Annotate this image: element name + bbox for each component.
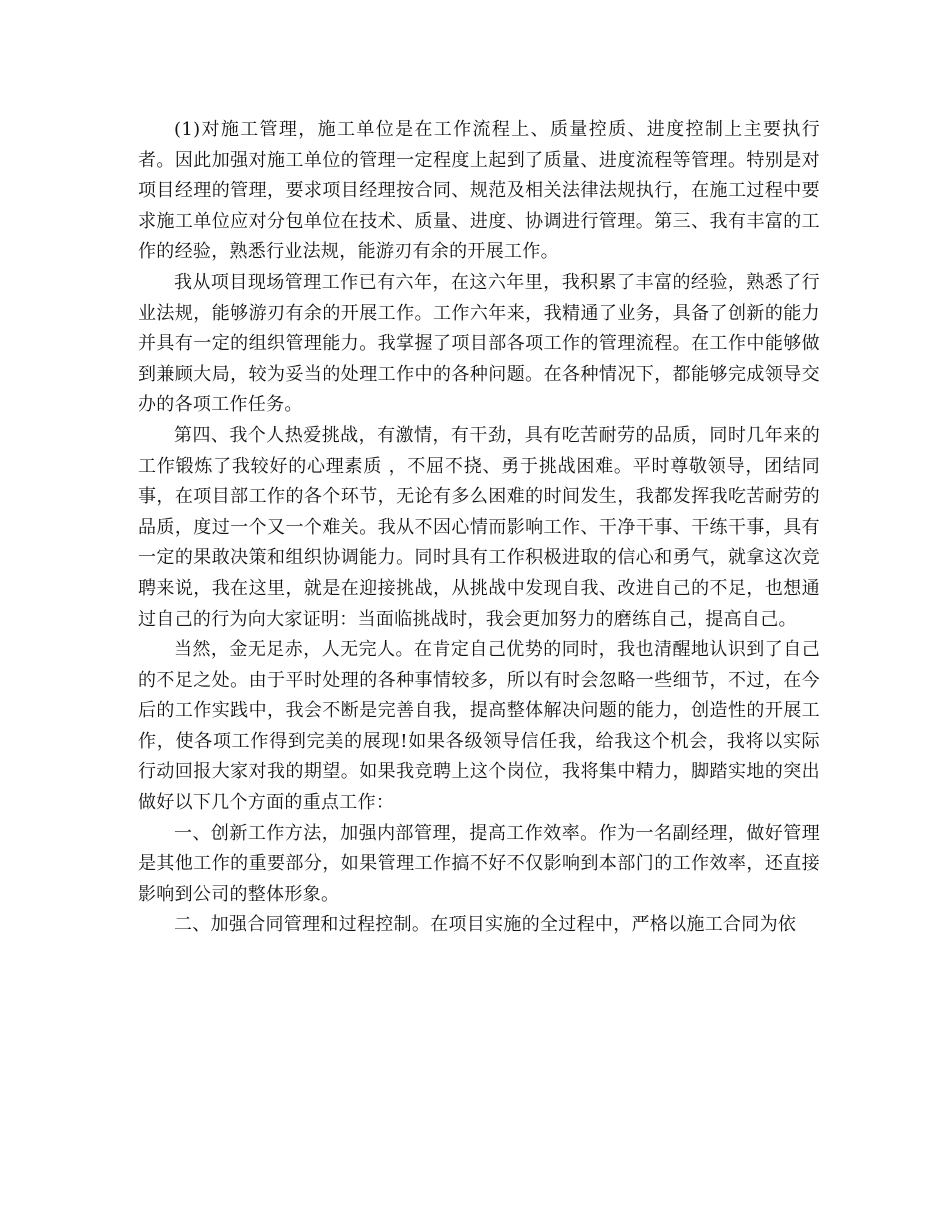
paragraph-point-one: 一、创新工作方法，加强内部管理，提高工作效率。作为一名副经理，做好管理是其他工作的重要部分，如果管理工作搞不好不仅影响到本部门的工作效率，还直接影响到公司的整体形象。 [138,822,820,905]
paragraph-fourth-challenge: 第四、我个人热爱挑战，有激情，有干劲，具有吃苦耐劳的品质，同时几年来的工作锻炼了我较好的心理素质 ，不屈不挠、勇于挑战困难。平时尊敬领导，团结同事，在项目部工作的各个环节，无论有多么困难的时间发生，我都发挥我吃苦耐劳的品质，度过一个又一个难关。我从不因心情而影响工作、干净干事、干练干事，具有一定的果敢决策和组织协调能力。同时具有工作积极进取的信心和勇气，就拿这次竞聘来说，我在这里，就是在迎接挑战，从挑战中发现自我、改进自己的不足，也想通过自己的行为向大家证明：当面临挑战时，我会更加努力的磨练自己，提高自己。 [138,424,820,630]
paragraph-shortcomings: 当然，金无足赤，人无完人。在肯定自己优势的同时，我也清醒地认识到了自己的不足之处。由于平时处理的各种事情较多，所以有时会忽略一些细节，不过，在今后的工作实践中，我会不断是完善自我，提高整体解决问题的能力，创造性的开展工作，使各项工作得到完美的展现!如果各级领导信任我，给我这个机会，我将以实际行动回报大家对我的期望。如果我竞聘上这个岗位，我将集中精力，脚踏实地的突出做好以下几个方面的重点工作： [138,639,820,814]
document-body [138,115,820,941]
paragraph-experience: 我从项目现场管理工作已有六年，在这六年里，我积累了丰富的经验，熟悉了行业法规，能够游刃有余的开展工作。工作六年来，我精通了业务，具备了创新的能力并具有一定的组织管理能力。我掌握了项目部各项工作的管理流程。在工作中能够做到兼顾大局，较为妥当的处理工作中的各种问题。在各种情况下，都能够完成领导交办的各项工作任务。 [138,271,820,416]
paragraph-point-two: 二、加强合同管理和过程控制。在项目实施的全过程中，严格以施工合同为依 [174,914,797,936]
paragraph-construction-management: (1)对施工管理，施工单位是在工作流程上、质量控质、进度控制上主要执行者。因此加强对施工单位的管理一定程度上起到了质量、进度流程等管理。特别是对项目经理的管理，要求项目经理按合同、规范及相关法律法规执行，在施工过程中要求施工单位应对分包单位在技术、质量、进度、协调进行管理。第三、我有丰富的工作的经验，熟悉行业法规，能游刃有余的开展工作。 [138,119,820,263]
